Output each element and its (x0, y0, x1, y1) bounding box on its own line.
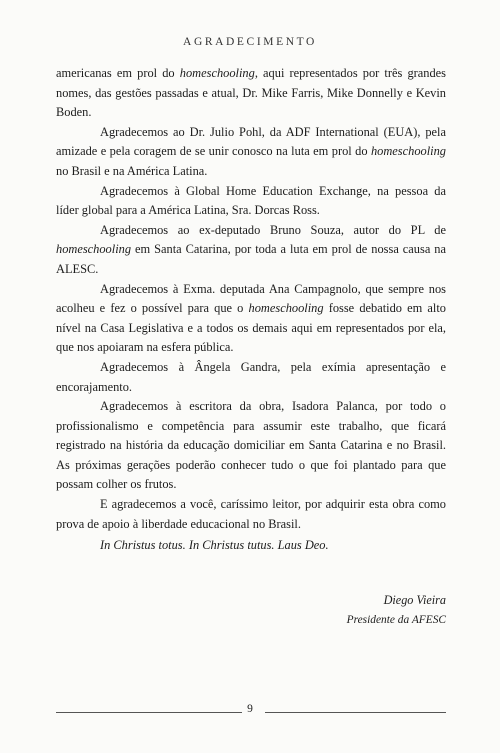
italic-text: homeschooling (56, 242, 132, 257)
text-segment: no Brasil e na América Latina. (56, 163, 208, 178)
italic-text: homeschooling (248, 301, 324, 316)
italic-text: homeschooling (370, 144, 446, 159)
signature-role: Presidente da AFESC (346, 614, 446, 626)
acknowledgements-body (56, 64, 446, 556)
paragraph (56, 280, 446, 358)
paragraph (56, 123, 446, 182)
text-segment: Agradecemos à Global Home Education Exchange, na pessoa da líder global para a América Latina, Sra. Dorcas Ross. (56, 183, 446, 218)
text-segment: americanas em prol do (56, 66, 180, 80)
text-segment: Agradecemos à Ângela Gandra, pela exímia apresentação e encorajamento. (56, 359, 446, 394)
footer-rule-left (56, 712, 242, 713)
page-number: 9 (247, 703, 253, 715)
paragraph (56, 358, 446, 397)
running-head: AGRADECIMENTO (183, 36, 317, 48)
italic-text: homeschooling (179, 66, 255, 80)
paragraph (56, 536, 446, 556)
text-segment: Agradecemos à Exma. deputada Ana Campagnolo, que sempre nos acolheu e fez o possível para que o (56, 281, 446, 316)
text-segment: Agradecemos ao ex-deputado Bruno Souza, autor do PL de (100, 222, 446, 237)
paragraph (56, 64, 446, 123)
paragraph (56, 182, 446, 221)
text-segment: Agradecemos à escritora da obra, Isadora Palanca, por todo o profissionalismo e competência para assumir este trabalho, que ficará registrado na história da educação domiciliar em Santa Catarina e no Brasil. As próximas gerações poderão conhecer tudo o que foi plantado para que possam colher os frutos. (56, 399, 446, 492)
paragraph (56, 495, 446, 534)
text-segment: fosse debatido em alto nível na Casa Legislativa e a todos os demais aqui em representados por ela, que nos apoiaram na esfera pública. (56, 301, 446, 355)
signature-name: Diego Vieira (383, 593, 446, 607)
paragraph (56, 397, 446, 495)
text-segment: em Santa Catarina, por toda a luta em prol de nossa causa na ALESC. (56, 242, 446, 276)
text-segment: Agradecemos ao Dr. Julio Pohl, da ADF International (EUA), pela amizade e pela coragem de se unir conosco na luta em prol do (56, 124, 446, 159)
paragraph (56, 221, 446, 280)
italic-text: In Christus totus. In Christus tutus. Laus Deo. (100, 538, 329, 553)
footer-rule-right (265, 712, 446, 713)
text-segment: E agradecemos a você, caríssimo leitor, por adquirir esta obra como prova de apoio à liberdade educacional no Brasil. (56, 497, 446, 531)
text-segment: , aqui representados por três grandes nomes, das gestões passadas e atual, Dr. Mike Farris, Mike Donnelly e Kevin Boden. (56, 66, 446, 120)
